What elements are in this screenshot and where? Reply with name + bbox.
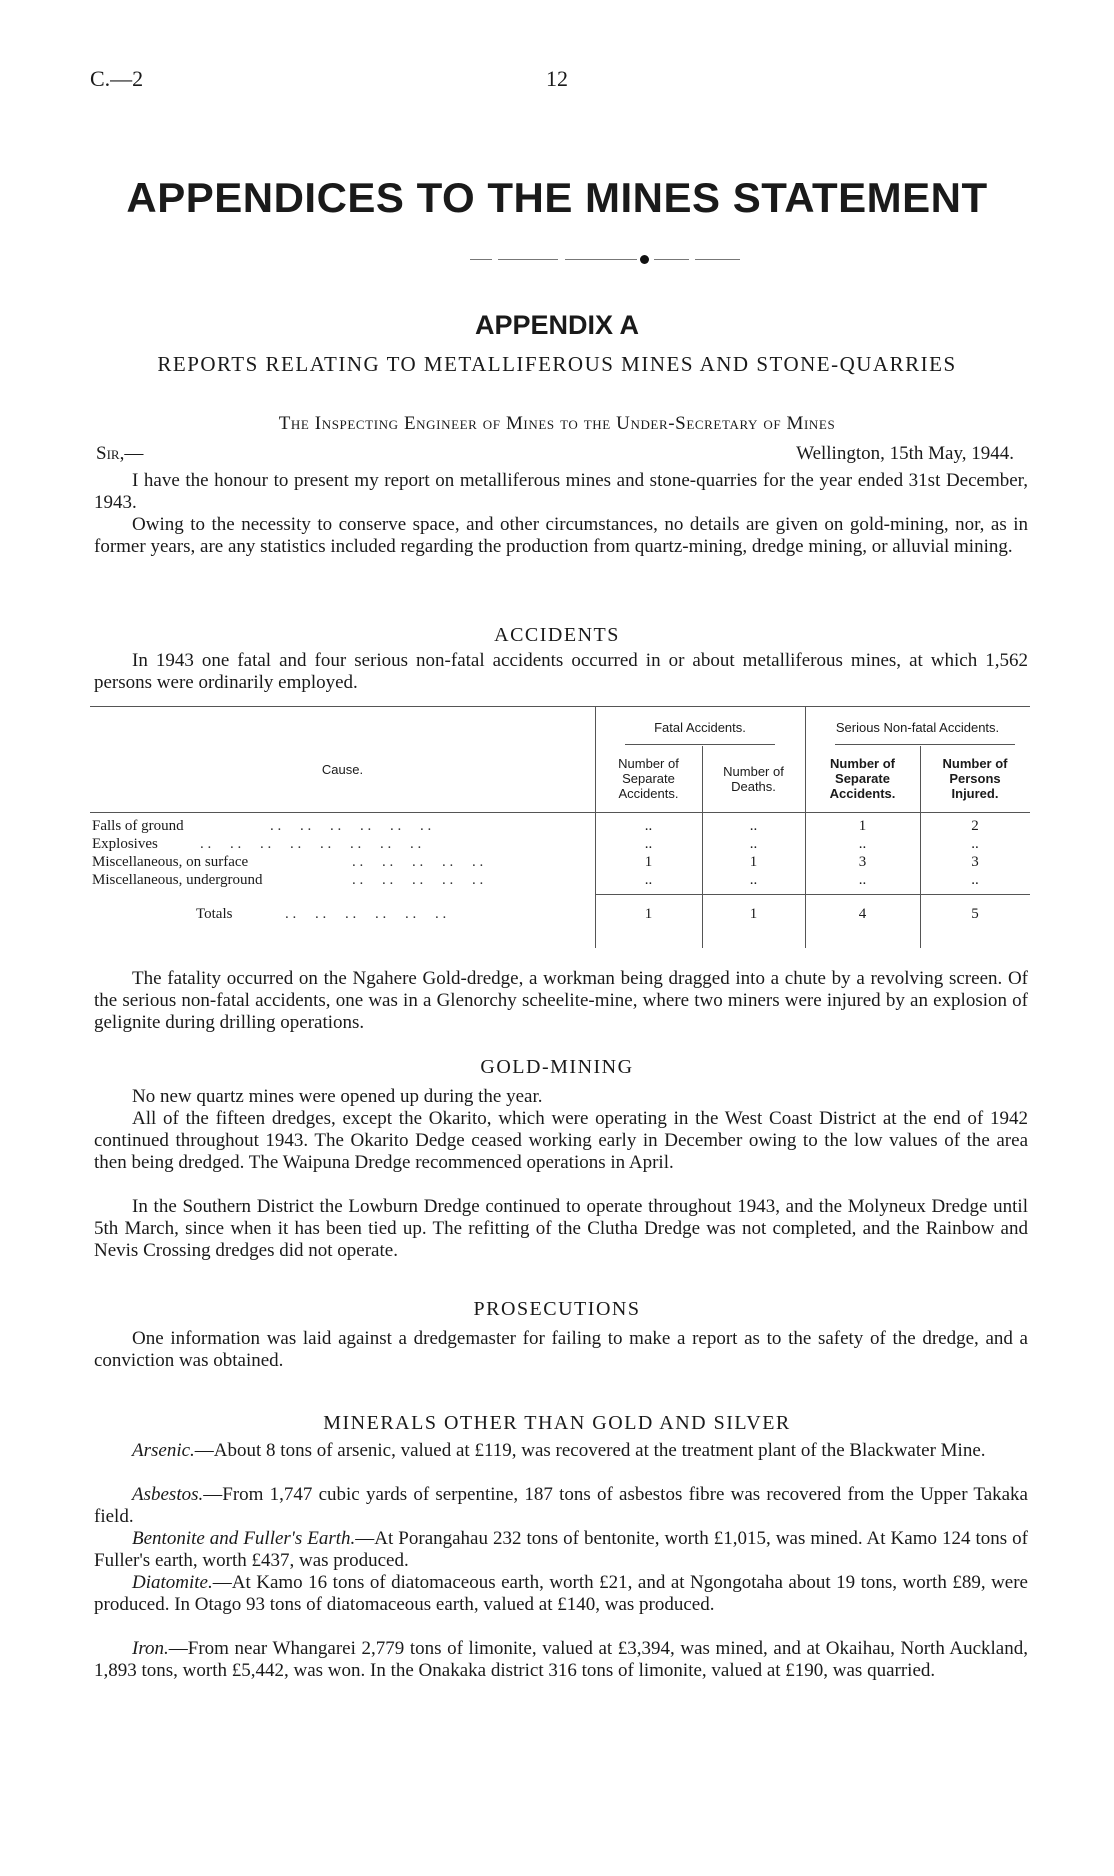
mineral-item-diatomite: Diatomite.—At Kamo 16 tons of diatomaceous earth, worth £21, and at Ngongotaha about 19 tons, worth £89, were produced. In Otago 93 tons of diatomaceous earth, valued at £140, was produced.	[94, 1572, 1028, 1615]
appendix-title: APPENDIX A	[474, 310, 640, 340]
header-serious-group: Serious Non-fatal Accidents.	[835, 720, 1000, 735]
prosecutions-paragraph: One information was laid against a dredgemaster for failing to make a report as to the safety of the dredge, and a conviction was obtained.	[94, 1328, 1028, 1371]
header-cause: Cause.	[321, 762, 364, 777]
total-deaths: 1	[749, 906, 758, 922]
minerals-heading: MINERALS OTHER THAN GOLD AND SILVER	[323, 1412, 791, 1434]
cell-deaths: ..	[749, 836, 758, 852]
cell-injured: ..	[971, 872, 979, 888]
letter-paragraph-1: I have the honour to present my report on metalliferous mines and stone-quarries for the year ended 31st December, 1943.	[94, 470, 1028, 513]
header-fatal-deaths: Number of Deaths.	[723, 764, 784, 794]
header-fatal-accidents: Number of Separate Accidents.	[618, 756, 679, 801]
header-serious-accidents: Number of Separate Accidents.	[829, 756, 896, 801]
total-fatal-accidents: 1	[644, 906, 653, 922]
total-injured: 5	[971, 906, 979, 922]
table-row-cause: Explosives	[92, 836, 158, 852]
mineral-item-asbestos: Asbestos.—From 1,747 cubic yards of serpentine, 187 tons of asbestos fibre was recovered from the Upper Takaka field.	[94, 1484, 1028, 1527]
cell-serious-accidents: 3	[858, 854, 867, 870]
gold-mining-paragraph-2: All of the fifteen dredges, except the Okarito, which were operating in the West Coast District at the end of 1942 continued throughout 1943. The Okarito Dedge ceased working early in December owing to the low values of the area then being dredged. The Waipuna Dredge recommenced operations in April.	[94, 1108, 1028, 1173]
accidents-table	[90, 706, 1030, 948]
header-serious-injured: Number of Persons Injured.	[942, 756, 1008, 801]
cell-injured: ..	[971, 836, 979, 852]
totals-label: Totals	[196, 906, 233, 922]
letter-addressee: The Inspecting Engineer of Mines to the Under-Secretary of Mines	[278, 413, 836, 434]
appendix-subtitle: REPORTS RELATING TO METALLIFEROUS MINES AND STONE-QUARRIES	[157, 352, 957, 376]
page-number: 12	[546, 66, 568, 91]
accidents-intro: In 1943 one fatal and four serious non-fatal accidents occurred in or about metalliferous mines, at which 1,562 persons were ordinarily employed.	[94, 650, 1028, 693]
dot-leaders: . . . . . . . . . . . .	[270, 818, 432, 834]
mineral-item-iron: Iron.—From near Whangarei 2,779 tons of limonite, valued at £3,394, was mined, and at Okaihau, North Auckland, 1,893 tons, worth £5,442, was won. In the Onakaka district 316 tons of limonite, valued at £190, was quarried.	[94, 1638, 1028, 1681]
dot-leaders: . . . . . . . . . .	[352, 872, 484, 888]
dot-leaders: . . . . . . . . . . . .	[285, 906, 447, 922]
cell-fatal-accidents: ..	[644, 818, 653, 834]
title-ornament	[470, 254, 740, 264]
cell-deaths: 1	[749, 854, 758, 870]
cell-injured: 2	[971, 818, 979, 834]
gold-mining-paragraph-3: In the Southern District the Lowburn Dredge continued to operate throughout 1943, and the Molyneux Dredge until 5th March, since when it has been tied up. The refitting of the Clutha Dredge was not completed, and the Rainbow and Nevis Crossing dredges did not operate.	[94, 1196, 1028, 1261]
mineral-item-bentonite: Bentonite and Fuller's Earth.—At Porangahau 232 tons of bentonite, worth £1,015, was mined. At Kamo 124 tons of Fuller's earth, worth £437, was produced.	[94, 1528, 1028, 1571]
accidents-heading: ACCIDENTS	[494, 624, 620, 646]
mineral-item-arsenic: Arsenic.—About 8 tons of arsenic, valued at £119, was recovered at the treatment plant of the Blackwater Mine.	[132, 1440, 986, 1461]
cell-injured: 3	[971, 854, 979, 870]
gold-mining-paragraph-1: No new quartz mines were opened up during the year.	[132, 1086, 543, 1107]
cell-deaths: ..	[749, 872, 758, 888]
cell-serious-accidents: ..	[858, 836, 867, 852]
header-fatal-group: Fatal Accidents.	[654, 720, 746, 735]
prosecutions-heading: PROSECUTIONS	[473, 1298, 641, 1320]
cell-deaths: ..	[749, 818, 758, 834]
series-code: C.—2	[90, 66, 144, 91]
letter-paragraph-2: Owing to the necessity to conserve space, and other circumstances, no details are given on gold-mining, nor, as in former years, are any statistics included regarding the production from quartz-mining, dredge mining, or alluvial mining.	[94, 514, 1028, 557]
table-row-cause: Miscellaneous, on surface	[92, 854, 249, 870]
total-serious-accidents: 4	[858, 906, 867, 922]
cell-serious-accidents: 1	[858, 818, 867, 834]
table-row-cause: Miscellaneous, underground	[92, 872, 263, 888]
cell-serious-accidents: ..	[858, 872, 867, 888]
main-title: APPENDICES TO THE MINES STATEMENT	[126, 174, 988, 221]
dot-leaders: . . . . . . . . . . . . . . . .	[200, 836, 422, 852]
table-row-cause: Falls of ground	[92, 818, 184, 834]
dot-leaders: . . . . . . . . . .	[352, 854, 484, 870]
accidents-paragraph: The fatality occurred on the Ngahere Gold-dredge, a workman being dragged into a chute by a revolving screen. Of the serious non-fatal accidents, one was in a Glenorchy scheelite-mine, where two miners were injured by an explosion of gelignite during drilling operations.	[94, 968, 1028, 1033]
cell-fatal-accidents: 1	[644, 854, 653, 870]
cell-fatal-accidents: ..	[644, 836, 653, 852]
gold-mining-heading: GOLD-MINING	[480, 1056, 634, 1078]
letter-dateline: Wellington, 15th May, 1944.	[796, 443, 1014, 464]
letter-salutation: Sir,—	[96, 443, 144, 464]
cell-fatal-accidents: ..	[644, 872, 653, 888]
